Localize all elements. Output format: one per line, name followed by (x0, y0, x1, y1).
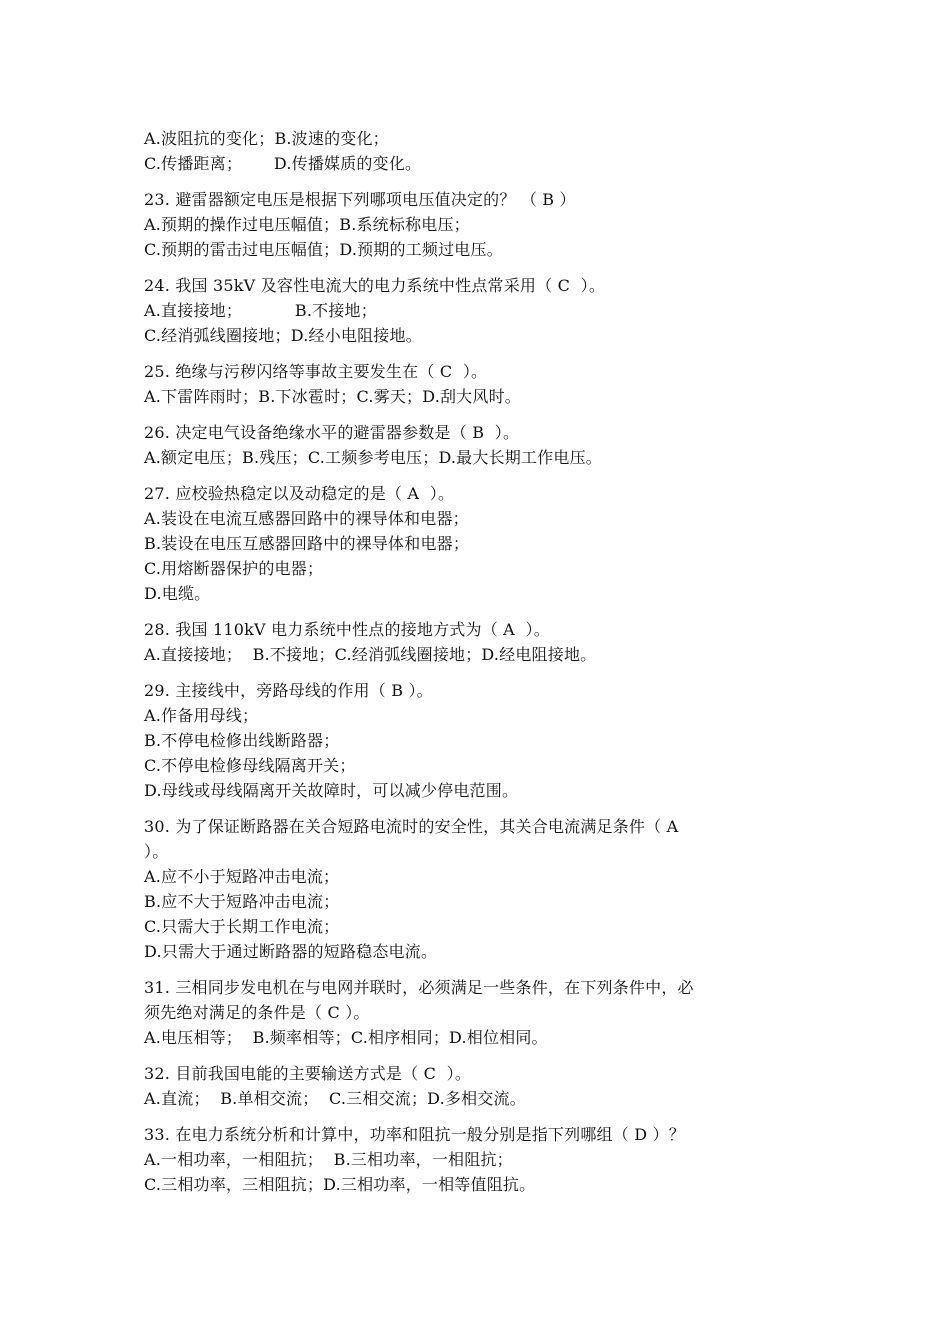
text-line: C.用熔断器保护的电器； (144, 559, 324, 578)
text-line: D.电缆。 (144, 584, 211, 603)
question-text: 33. 在电力系统分析和计算中，功率和阻抗一般分别是指下列哪组（ D ）？ (144, 1125, 685, 1144)
text-line: C.传播距离； D.传播媒质的变化。 (144, 154, 422, 173)
text-line: A.直接接地； B.不接地； (144, 301, 377, 320)
question-block (144, 814, 824, 964)
question-text: 27. 应校验热稳定以及动稳定的是（ A ）。 (144, 484, 455, 503)
question-text: 25. 绝缘与污秽闪络等事故主要发生在（ C ）。 (144, 362, 488, 381)
text-line: D.只需大于通过断路器的短路稳态电流。 (144, 942, 438, 961)
text-line: A.额定电压；B.残压；C.工频参考电压；D.最大长期工作电压。 (144, 448, 602, 467)
question-block (144, 1122, 824, 1197)
text-line: B.不停电检修出线断路器； (144, 731, 340, 750)
text-line: C.只需大于长期工作电流； (144, 917, 340, 936)
text-line: A.装设在电流互感器回路中的裸导体和电器； (144, 509, 469, 528)
text-line: A.波阻抗的变化；B.波速的变化； (144, 129, 389, 148)
text-line: C.不停电检修母线隔离开关； (144, 756, 356, 775)
text-line: A.下雷阵雨时；B.下冰雹时；C.雾天；D.刮大风时。 (144, 387, 521, 406)
question-block (144, 975, 824, 1050)
text-line: C.经消弧线圈接地；D.经小电阻接地。 (144, 326, 422, 345)
text-line: A.作备用母线； (144, 706, 259, 725)
question-block (144, 359, 824, 409)
question-text: 28. 我国 110kV 电力系统中性点的接地方式为（ A ）。 (144, 620, 550, 639)
text-line: 须先绝对满足的条件是（ C ）。 (144, 1003, 370, 1022)
text-line: D.母线或母线隔离开关故障时，可以减少停电范围。 (144, 781, 519, 800)
question-block (144, 126, 824, 176)
question-block (144, 678, 824, 803)
question-text: 30. 为了保证断路器在关合短路电流时的安全性，其关合电流满足条件（ A (144, 817, 679, 836)
text-line: A.电压相等； B.频率相等；C.相序相同；D.相位相同。 (144, 1028, 548, 1047)
question-text: 26. 决定电气设备绝缘水平的避雷器参数是（ B ）。 (144, 423, 520, 442)
text-line: A.预期的操作过电压幅值；B.系统标称电压； (144, 215, 470, 234)
text-line: A.直流； B.单相交流； C.三相交流；D.多相交流。 (144, 1089, 526, 1108)
text-line: C.三相功率，三相阻抗；D.三相功率，一相等值阻抗。 (144, 1175, 536, 1194)
question-block (144, 187, 824, 262)
question-text: 32. 目前我国电能的主要输送方式是（ C ）。 (144, 1064, 472, 1083)
text-line: A.一相功率，一相阻抗； B.三相功率，一相阻抗； (144, 1150, 513, 1169)
question-block (144, 481, 824, 606)
question-text: 29. 主接线中，旁路母线的作用（ B ）。 (144, 681, 433, 700)
question-block (144, 420, 824, 470)
text-line: C.预期的雷击过电压幅值；D.预期的工频过电压。 (144, 240, 503, 259)
text-line: A.应不小于短路冲击电流； (144, 867, 340, 886)
question-text: 23. 避雷器额定电压是根据下列哪项电压值决定的？ （ B ） (144, 190, 576, 209)
question-text: 24. 我国 35kV 及容性电流大的电力系统中性点常采用（ C ）。 (144, 276, 606, 295)
question-text: 31. 三相同步发电机在与电网并联时，必须满足一些条件，在下列条件中，必 (144, 978, 694, 997)
question-block (144, 617, 824, 667)
text-line: B.应不大于短路冲击电流； (144, 892, 340, 911)
text-line: ）。 (144, 842, 169, 861)
text-line: A.直接接地； B.不接地；C.经消弧线圈接地；D.经电阻接地。 (144, 645, 597, 664)
question-block (144, 273, 824, 348)
document-page (144, 126, 824, 1197)
question-block (144, 1061, 824, 1111)
text-line: B.装设在电压互感器回路中的裸导体和电器； (144, 534, 470, 553)
